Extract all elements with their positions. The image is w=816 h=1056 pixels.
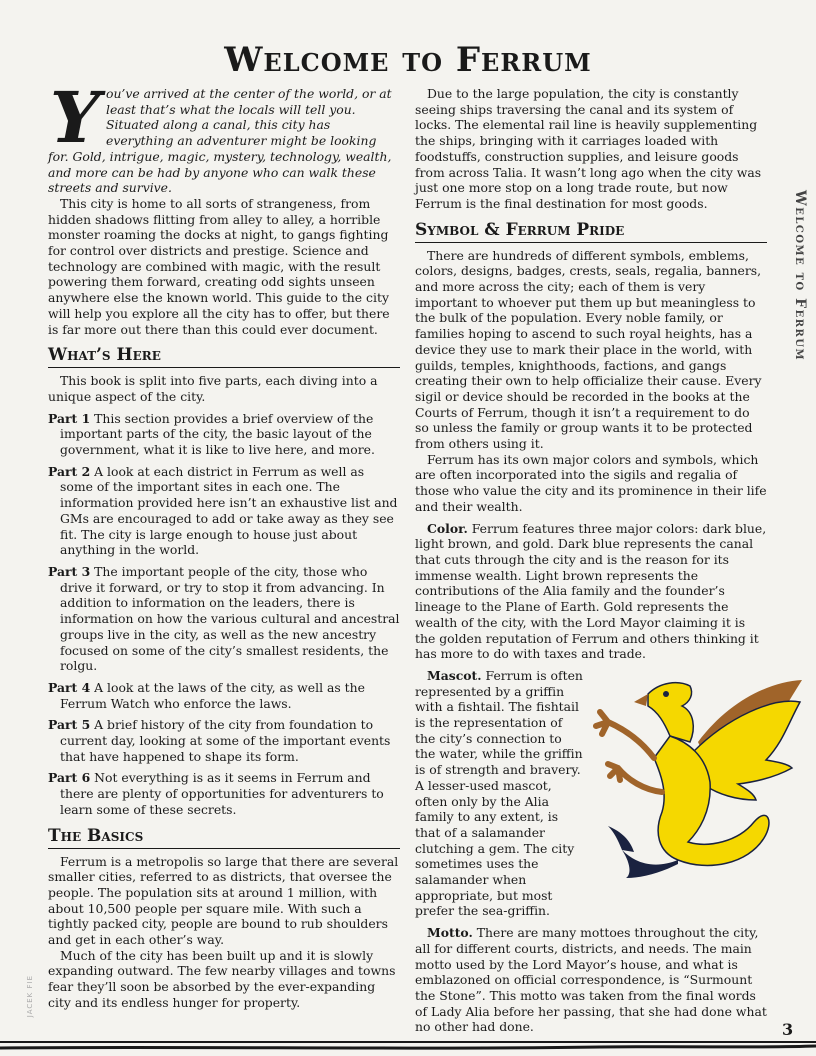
intro-paragraph <box>48 76 400 196</box>
page-title: Welcome to Ferrum <box>224 40 592 80</box>
color-paragraph <box>415 521 767 662</box>
part-label: Part 1 <box>48 410 91 426</box>
motto-paragraph <box>415 925 767 1035</box>
part-label: Part 6 <box>48 770 91 786</box>
section-heading-symbol: Symbol & Ferrum Pride <box>415 221 767 243</box>
part-item <box>48 464 400 558</box>
motto-label: Motto. <box>427 925 473 941</box>
intro-text: ou’ve arrived at the center of the world, or at least that’s what the locals will tell you. Situated along a canal, this city has everything an adventurer might be looking for. Gold, intrigue, magic, mystery, technology, wealth, and more can be had by anyone who can walk these streets and survive. <box>48 86 392 196</box>
section-heading-basics: The Basics <box>48 827 400 849</box>
symbol-paragraph: Ferrum has its own major colors and symbols, which are often incorporated into the sigils and regalia of those who value the city and its prominence in their life and their wealth. <box>415 451 767 514</box>
bottom-border <box>0 1036 816 1056</box>
part-text: The important people of the city, those who drive it forward, or try to stop it from advancing. In addition to information on the leaders, there is information on how the various cultural and ancestral groups live in the city, as well as the new ancestry focused on some of the city’s smallest residents, the rolgu. <box>60 563 400 674</box>
part-text: Not everything is as it seems in Ferrum and there are plenty of opportunities for adventurers to learn some of these secrets. <box>60 770 384 817</box>
part-text: A brief history of the city from foundation to current day, looking at some of the important events that have happened to shape its form. <box>60 717 391 764</box>
part-text: A look at the laws of the city, as well as the Ferrum Watch who enforce the laws. <box>60 679 365 711</box>
part-label: Part 3 <box>48 563 91 579</box>
mascot-paragraph <box>415 668 585 919</box>
left-column <box>48 76 400 1011</box>
section-heading-whats-here: What’s Here <box>48 346 400 368</box>
drop-cap: Y <box>50 76 100 159</box>
part-label: Part 5 <box>48 717 91 733</box>
part-item <box>48 564 400 674</box>
symbol-paragraph: There are hundreds of different symbols, emblems, colors, designs, badges, crests, seals, regalia, banners, and more across the city; each of them is very important to whoever put them up but meaningless to the bulk of the population. Every noble family, or families hoping to ascend to such royal heights, has a device they use to mark their place in the world, with guilds, temples, knighthoods, factions, and gangs creating their own to help officialize their cause. Every sigil or device should be recorded in the books at the Courts of Ferrum, though it isn’t a requirement to do so unless the family or group wants it to be protected from others using it. <box>415 247 762 452</box>
part-item <box>48 680 400 711</box>
motto-text: There are many mottoes throughout the city, all for different courts, districts, and needs. The main motto used by the Lord Mayor’s house, and what is emblazoned on official correspondence, is “Surmount the Stone”. This motto was taken from the final words of Lady Alia before her passing, that she had done what no other had done. <box>415 925 767 1035</box>
side-running-title: Welcome to Ferrum <box>792 190 808 362</box>
basics-paragraph: Ferrum is a metropolis so large that there are several smaller cities, referred to as districts, that oversee the people. The population sits at around 1 million, with about 10,500 people per square mile. With such a tightly packed city, people are bound to rub shoulders and get in each other’s way. <box>48 853 399 948</box>
part-item <box>48 770 400 817</box>
part-text: This section provides a brief overview of the important parts of the city, the basic layout of the government, what it is like to live here, and more. <box>60 410 375 458</box>
page-number: 3 <box>782 1020 794 1039</box>
trade-paragraph: Due to the large population, the city is constantly seeing ships traversing the canal and its system of locks. The elemental rail line is heavily supplementing the ships, bringing with it carriages loaded with foodstuffs, construction supplies, and leisure goods from across Talia. It wasn’t long ago when the city was just one more stop on a long trade route, but now Ferrum is the final destination for most goods. <box>415 86 762 211</box>
whats-here-intro: This book is split into five parts, each diving into a unique aspect of the city. <box>48 373 378 404</box>
part-text: A look at each district in Ferrum as well as some of the important sites in each one. The information provided here isn’t an exhaustive list and GMs are encouraged to add or take away as they see fit. The city is large enough to house just about anything in the world. <box>60 463 398 558</box>
part-item <box>48 717 400 764</box>
mascot-text: Ferrum is often represented by a griffin with a fishtail. The fishtail is the representation of the city’s connection to the water, while the griffin is of strength and bravery. A lesser-used mascot, often only by the Alia family to any extent, is that of a salamander clutching a gem. The city sometimes uses the salamander when appropriate, but most prefer the sea-griffin. <box>415 667 583 919</box>
part-item <box>48 411 400 458</box>
right-column <box>415 86 767 1035</box>
part-label: Part 2 <box>48 463 91 479</box>
color-label: Color. <box>427 520 468 536</box>
intro-body: This city is home to all sorts of strangeness, from hidden shadows flitting from alley to alley, a horrible monster roaming the docks at night, to gangs fighting for control over districts and prestige. Science and technology are combined with magic, with the result powering them forward, creating odd sights unseen anywhere else the known world. This guide to the city will help you explore all the city has to offer, but there is far more out there than this could ever document. <box>48 195 390 337</box>
color-text: Ferrum features three major colors: dark blue, light brown, and gold. Dark blue represents the canal that cuts through the city and is the reason for its immense wealth. Light brown represents the contributions of the Alia family and the founder’s lineage to the Plane of Earth. Gold represents the wealth of the city, with the Lord Mayor claiming it is the golden reputation of Ferrum and others thinking it has more to do with taxes and trade. <box>415 520 767 662</box>
mascot-label: Mascot. <box>427 667 482 683</box>
part-label: Part 4 <box>48 679 91 695</box>
artist-credit: JACEK FIE <box>26 975 34 1018</box>
sea-griffin-icon <box>578 672 804 878</box>
basics-paragraph: Much of the city has been built up and it is slowly expanding outward. The few nearby villages and towns fear they’ll soon be absorbed by the ever-expanding city and its endless hunger for property. <box>48 947 396 1010</box>
